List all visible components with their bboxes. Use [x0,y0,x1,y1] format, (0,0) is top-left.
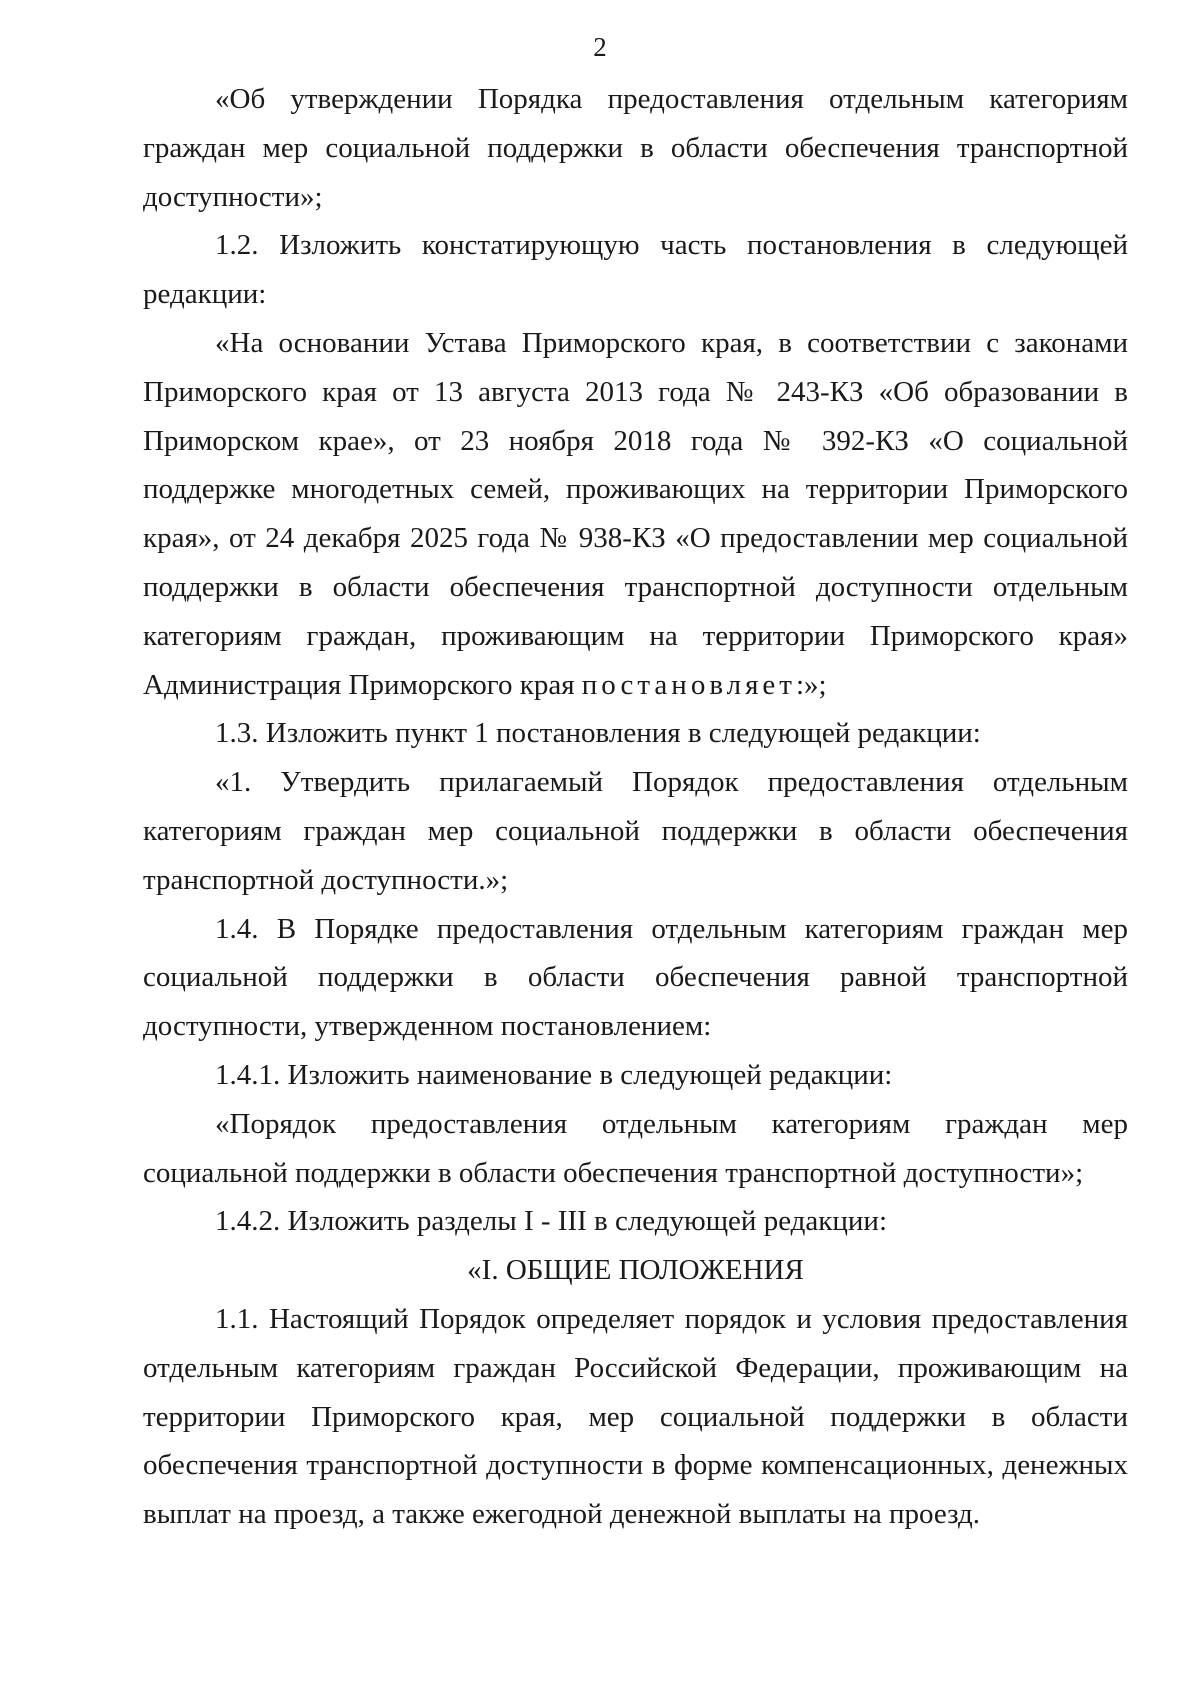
paragraph-point-1: «1. Утвердить прилагаемый Порядок предоставления отдельным категориям граждан мер социальной поддержки в области обеспечения транспортной доступности.»; [143,766,1128,896]
page-number: 2 [593,32,607,62]
preamble-text: «На основании Устава Приморского края, в соответствии с законами Приморского края от 13 августа 2013 года № 243-КЗ «Об образовании в Приморском крае», от 23 ноября 2018 года № 392-КЗ «О социальной поддержке многодетных семей, проживающих на территории Приморского края», от 24 декабря 2025 года № 938-КЗ «О предоставлении мер социальной поддержки в области обеспечения транспортной доступности отдельным категориям граждан, проживающим на территории Приморского края» Администрация Приморского края [143,326,1128,701]
paragraph-1-3: 1.3. Изложить пункт 1 постановления в следующей редакции: [215,717,981,750]
preamble-spaced-verb: постановляет [581,668,796,701]
paragraph-preamble [143,319,1128,709]
document-body [143,75,1128,1539]
paragraph-1-4: 1.4. В Порядке предоставления отдельным категориям граждан мер социальной поддержки в области обеспечения равной транспортной доступности, утвержденном постановлением: [143,912,1128,1043]
preamble-tail: :»; [795,668,827,701]
paragraph-section-1-1: 1.1. Настоящий Порядок определяет порядок и условия предоставления отдельным категориям граждан Российской Федерации, проживающим на территории Приморского края, мер социальной поддержки в области обеспечения транспортной доступности в форме компенсационных, денежных выплат на проезд, а также ежегодной денежной выплаты на проезд. [143,1302,1128,1531]
paragraph-1-2: 1.2. Изложить констатирующую часть постановления в следующей редакции: [143,229,1128,311]
paragraph-decree-title: «Об утверждении Порядка предоставления отдельным категориям граждан мер социальной поддержки в области обеспечения транспортной доступности»; [143,83,1128,213]
section-heading: «I. ОБЩИЕ ПОЛОЖЕНИЯ [467,1254,804,1287]
paragraph-1-4-1: 1.4.1. Изложить наименование в следующей редакции: [215,1058,893,1091]
paragraph-order-title: «Порядок предоставления отдельным категориям граждан мер социальной поддержки в области обеспечения транспортной доступности»; [143,1107,1128,1189]
paragraph-1-4-2: 1.4.2. Изложить разделы I - III в следующей редакции: [215,1205,888,1238]
